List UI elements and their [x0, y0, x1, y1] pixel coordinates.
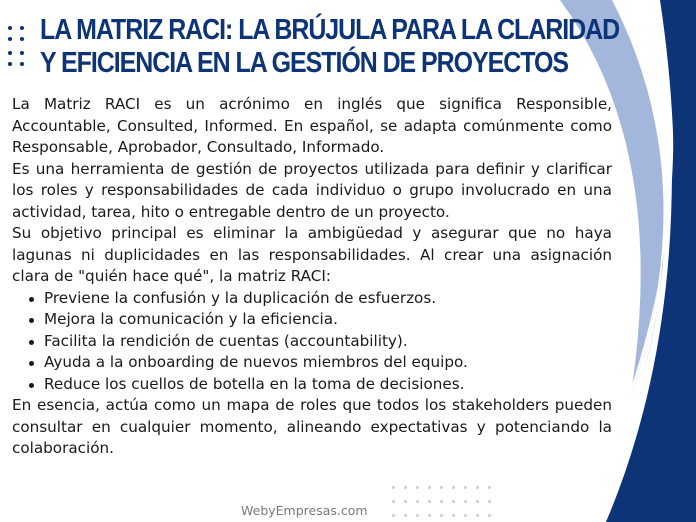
title-line-1: LA MATRIZ RACI: LA BRÚJULA PARA LA CLARIDAD	[40, 14, 620, 46]
dot-grid-pattern	[392, 482, 502, 522]
dot-grid-icon	[6, 22, 30, 72]
footer-brand: WebyEmpresas.com	[241, 503, 368, 518]
list-item: Reduce los cuellos de botella en la toma de decisiones.	[44, 374, 612, 396]
page-title	[40, 14, 619, 80]
list-item: Mejora la comunicación y la eficiencia.	[44, 309, 612, 331]
paragraph-purpose: Es una herramienta de gestión de proyectos utilizada para definir y clarificar los roles y responsabilidades de cada individuo o grupo involucrado en una actividad, tarea, hito o entregable dentro de un proyecto.	[12, 159, 612, 221]
title-line-2: Y EFICIENCIA EN LA GESTIÓN DE PROYECTOS	[40, 47, 568, 79]
benefits-list	[12, 288, 612, 396]
paragraph-definition: La Matriz RACI es un acrónimo en inglés que significa Responsible, Accountable, Consulted, Informed. En español, se adapta comúnmente como Responsable, Aprobador, Consultado, Informado.	[12, 95, 612, 156]
paragraph-objective: Su objetivo principal es eliminar la ambigüedad y asegurar que no haya lagunas ni duplicidades en las responsabilidades. Al crear una asignación clara de "quién hace qué", la matriz RACI:	[12, 224, 612, 285]
list-item: Ayuda a la onboarding de nuevos miembros del equipo.	[44, 352, 612, 374]
list-item: Previene la confusión y la duplicación de esfuerzos.	[44, 288, 612, 310]
article-body	[12, 94, 612, 460]
paragraph-conclusion: En esencia, actúa como un mapa de roles que todos los stakeholders pueden consultar en cualquier momento, alineando expectativas y potenciando la colaboración.	[12, 396, 612, 457]
list-item: Facilita la rendición de cuentas (accountability).	[44, 331, 612, 353]
